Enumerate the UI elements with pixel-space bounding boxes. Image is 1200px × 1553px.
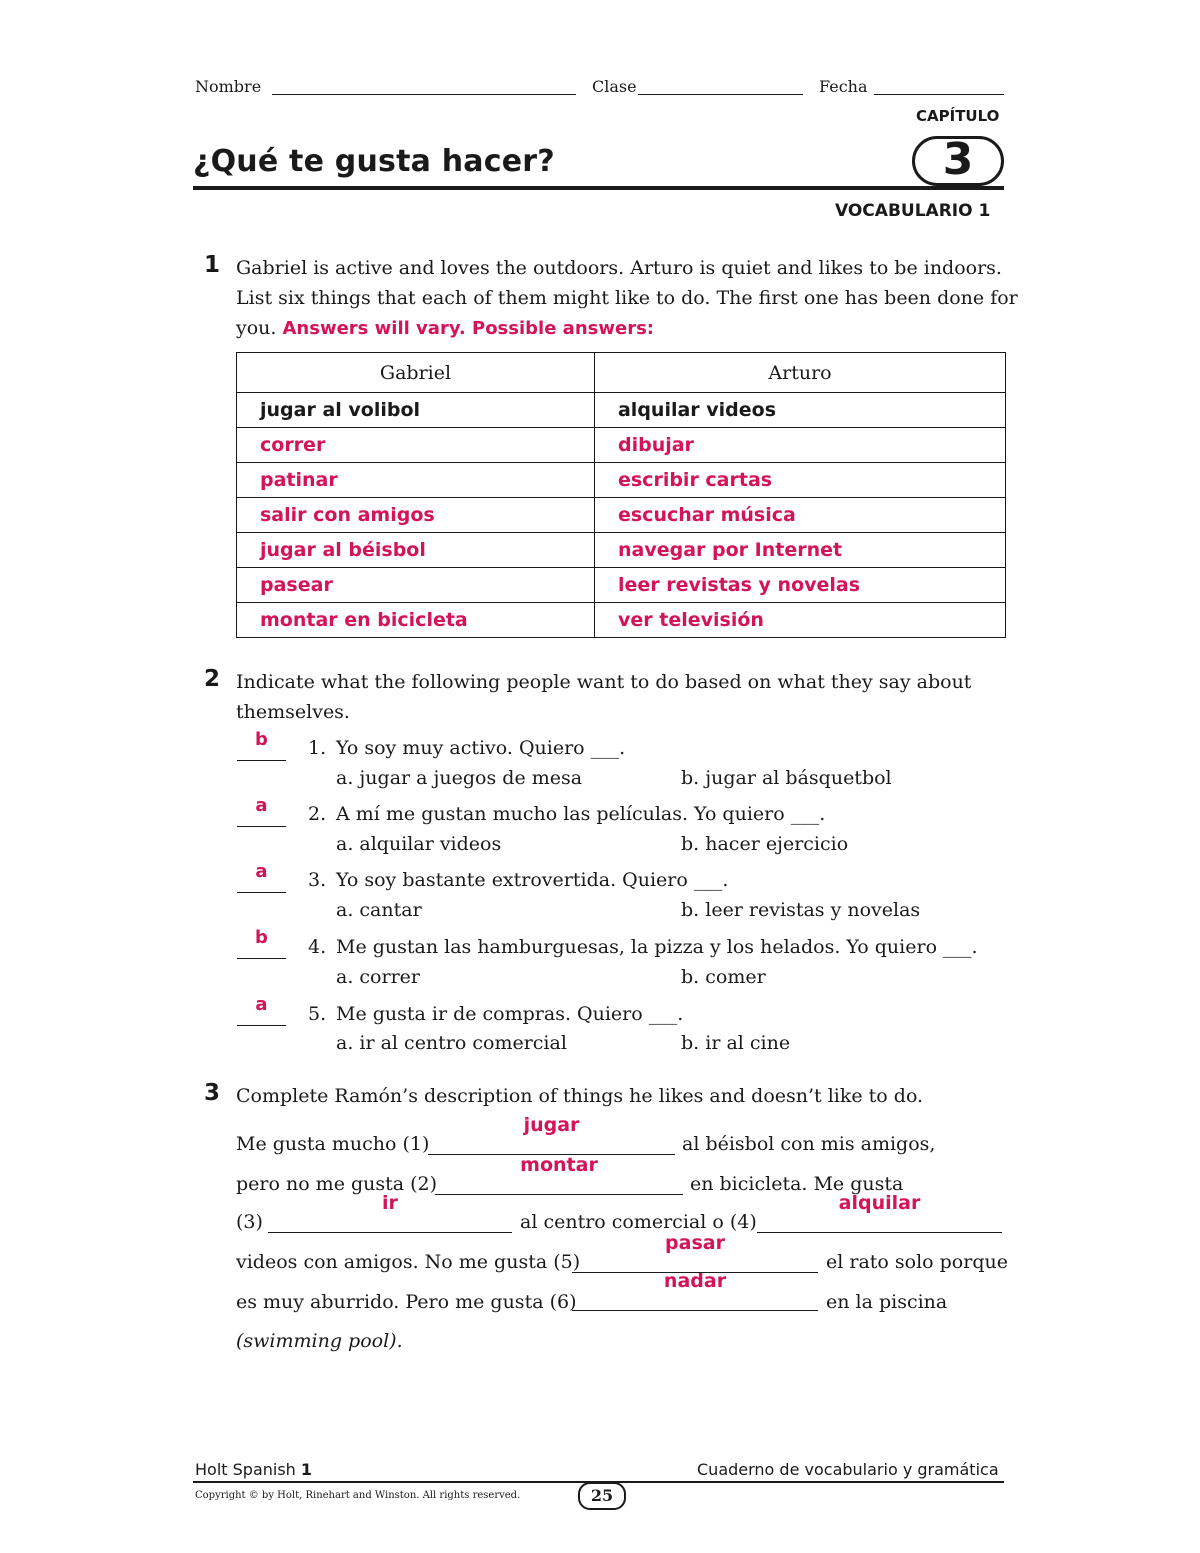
answer-gabriel: pasear xyxy=(237,568,595,603)
option-b: b. comer xyxy=(681,966,766,988)
ex1-instruction-line2: List six things that each of them might like to do. The first one has been done for xyxy=(236,287,1018,309)
ex3-line4-start: videos con amigos. No me gusta (5) xyxy=(236,1251,581,1273)
blank-6[interactable] xyxy=(572,1270,818,1311)
table-row xyxy=(237,428,1006,463)
page-title: ¿Qué te gusta hacer? xyxy=(193,144,555,179)
section-label: VOCABULARIO 1 xyxy=(835,201,991,221)
blank-3-answer: ir xyxy=(382,1192,398,1214)
chapter-label: CAPÍTULO xyxy=(916,107,1000,125)
fecha-field[interactable] xyxy=(874,78,1004,95)
blank-1-answer: jugar xyxy=(523,1114,580,1136)
exercise-2-number: 2 xyxy=(204,666,221,692)
option-a: a. correr xyxy=(336,966,420,988)
ex3-line5-end: en la piscina xyxy=(826,1291,948,1313)
question-text: Yo soy muy activo. Quiero ___. xyxy=(336,737,626,759)
table-row xyxy=(237,533,1006,568)
exercise-3-number: 3 xyxy=(204,1080,221,1106)
item-number: 3. xyxy=(308,869,327,891)
col-gabriel: Gabriel xyxy=(237,353,595,393)
option-b: b. leer revistas y novelas xyxy=(681,899,921,921)
ex1-answer-note: Answers will vary. Possible answers: xyxy=(282,318,654,339)
ex3-line2-start: pero no me gusta (2) xyxy=(236,1173,438,1195)
answer-gabriel: montar en bicicleta xyxy=(237,603,595,638)
table-row xyxy=(237,603,1006,638)
answer-letter: a xyxy=(255,861,268,882)
footer-book-name: Holt Spanish xyxy=(195,1460,301,1479)
clase-label: Clase xyxy=(592,77,637,96)
question-text: A mí me gustan mucho las películas. Yo quiero ___. xyxy=(336,803,826,825)
blank-3[interactable] xyxy=(268,1192,512,1233)
nombre-label: Nombre xyxy=(195,77,262,96)
answer-letter: a xyxy=(255,795,268,816)
ex2-instruction-line1: Indicate what the following people want to do based on what they say about xyxy=(236,671,972,693)
ex3-line3-middle: al centro comercial o (4) xyxy=(520,1211,757,1233)
exercise-1-number: 1 xyxy=(204,252,221,278)
option-a: a. cantar xyxy=(336,899,422,921)
ex3-line3-start: (3) xyxy=(236,1211,263,1233)
answer-arturo: dibujar xyxy=(594,428,1005,463)
answer-letter: b xyxy=(255,927,268,948)
answer-arturo: leer revistas y novelas xyxy=(594,568,1005,603)
footer-book-level: 1 xyxy=(300,1460,313,1479)
ex1-line3-lead: you. xyxy=(236,317,277,339)
blank-2[interactable] xyxy=(435,1154,683,1195)
blank-2-answer: montar xyxy=(520,1154,598,1176)
blank-5-answer: pasar xyxy=(665,1232,725,1254)
answer-letter: b xyxy=(255,729,268,750)
item-number: 4. xyxy=(308,936,327,958)
answer-arturo: navegar por Internet xyxy=(594,533,1005,568)
blank-4-answer: alquilar xyxy=(838,1192,921,1214)
ex3-line1-start: Me gusta mucho (1) xyxy=(236,1133,430,1155)
question-text: Me gustan las hamburguesas, la pizza y los helados. Yo quiero ___. xyxy=(336,936,978,958)
question-text: Me gusta ir de compras. Quiero ___. xyxy=(336,1003,684,1025)
table-row xyxy=(237,498,1006,533)
blank-6-answer: nadar xyxy=(663,1270,727,1292)
answer-gabriel: patinar xyxy=(237,463,595,498)
answer-arturo: ver televisión xyxy=(594,603,1005,638)
item-number: 1. xyxy=(308,737,327,759)
item-number: 5. xyxy=(308,1003,327,1025)
nombre-field[interactable] xyxy=(272,78,576,95)
ex1-instruction-line1: Gabriel is active and loves the outdoors. Arturo is quiet and likes to be indoors. xyxy=(236,257,1002,279)
ex2-instruction-line2: themselves. xyxy=(236,701,350,723)
col-arturo: Arturo xyxy=(594,353,1005,393)
option-b: b. hacer ejercicio xyxy=(681,833,849,855)
clase-field[interactable] xyxy=(638,78,803,95)
answer-gabriel: salir con amigos xyxy=(237,498,595,533)
blank-4[interactable] xyxy=(757,1192,1002,1233)
option-a: a. ir al centro comercial xyxy=(336,1032,567,1054)
table-row xyxy=(237,568,1006,603)
answer-gabriel: correr xyxy=(237,428,595,463)
blank-5[interactable] xyxy=(572,1232,818,1273)
ex3-instruction: Complete Ramón’s description of things he likes and doesn’t like to do. xyxy=(236,1085,924,1107)
table-row xyxy=(237,463,1006,498)
ex3-line5-start: es muy aburrido. Pero me gusta (6) xyxy=(236,1291,577,1313)
option-b: b. jugar al básquetbol xyxy=(681,767,892,789)
option-a: a. jugar a juegos de mesa xyxy=(336,767,583,789)
chapter-number: 3 xyxy=(942,134,974,185)
copyright: Copyright © by Holt, Rinehart and Winston. All rights reserved. xyxy=(195,1490,521,1501)
question-text: Yo soy bastante extrovertida. Quiero ___. xyxy=(336,869,729,891)
ex3-line6: (swimming pool). xyxy=(236,1330,403,1352)
option-b: b. ir al cine xyxy=(681,1032,791,1054)
table-row xyxy=(237,393,1006,428)
blank-1[interactable] xyxy=(428,1114,675,1155)
ex3-line1-end: al béisbol con mis amigos, xyxy=(682,1133,936,1155)
answer-letter: a xyxy=(255,994,268,1015)
answer-gabriel: jugar al béisbol xyxy=(237,533,595,568)
ex3-line2-end: en bicicleta. Me gusta xyxy=(690,1173,904,1195)
ex1-instruction-line3 xyxy=(236,313,654,344)
vocab-table xyxy=(236,352,1006,638)
answer-arturo: escuchar música xyxy=(594,498,1005,533)
footer-book xyxy=(195,1460,312,1479)
page-number: 25 xyxy=(578,1482,626,1510)
option-a: a. alquilar videos xyxy=(336,833,502,855)
table-header-row xyxy=(237,353,1006,393)
title-rule xyxy=(193,186,1004,190)
example-gabriel: jugar al volibol xyxy=(237,393,595,428)
example-arturo: alquilar videos xyxy=(594,393,1005,428)
ex3-line4-end: el rato solo porque xyxy=(826,1251,1008,1273)
answer-arturo: escribir cartas xyxy=(594,463,1005,498)
footer-book-title: Cuaderno de vocabulario y gramática xyxy=(697,1460,999,1479)
fecha-label: Fecha xyxy=(819,77,868,96)
item-number: 2. xyxy=(308,803,327,825)
